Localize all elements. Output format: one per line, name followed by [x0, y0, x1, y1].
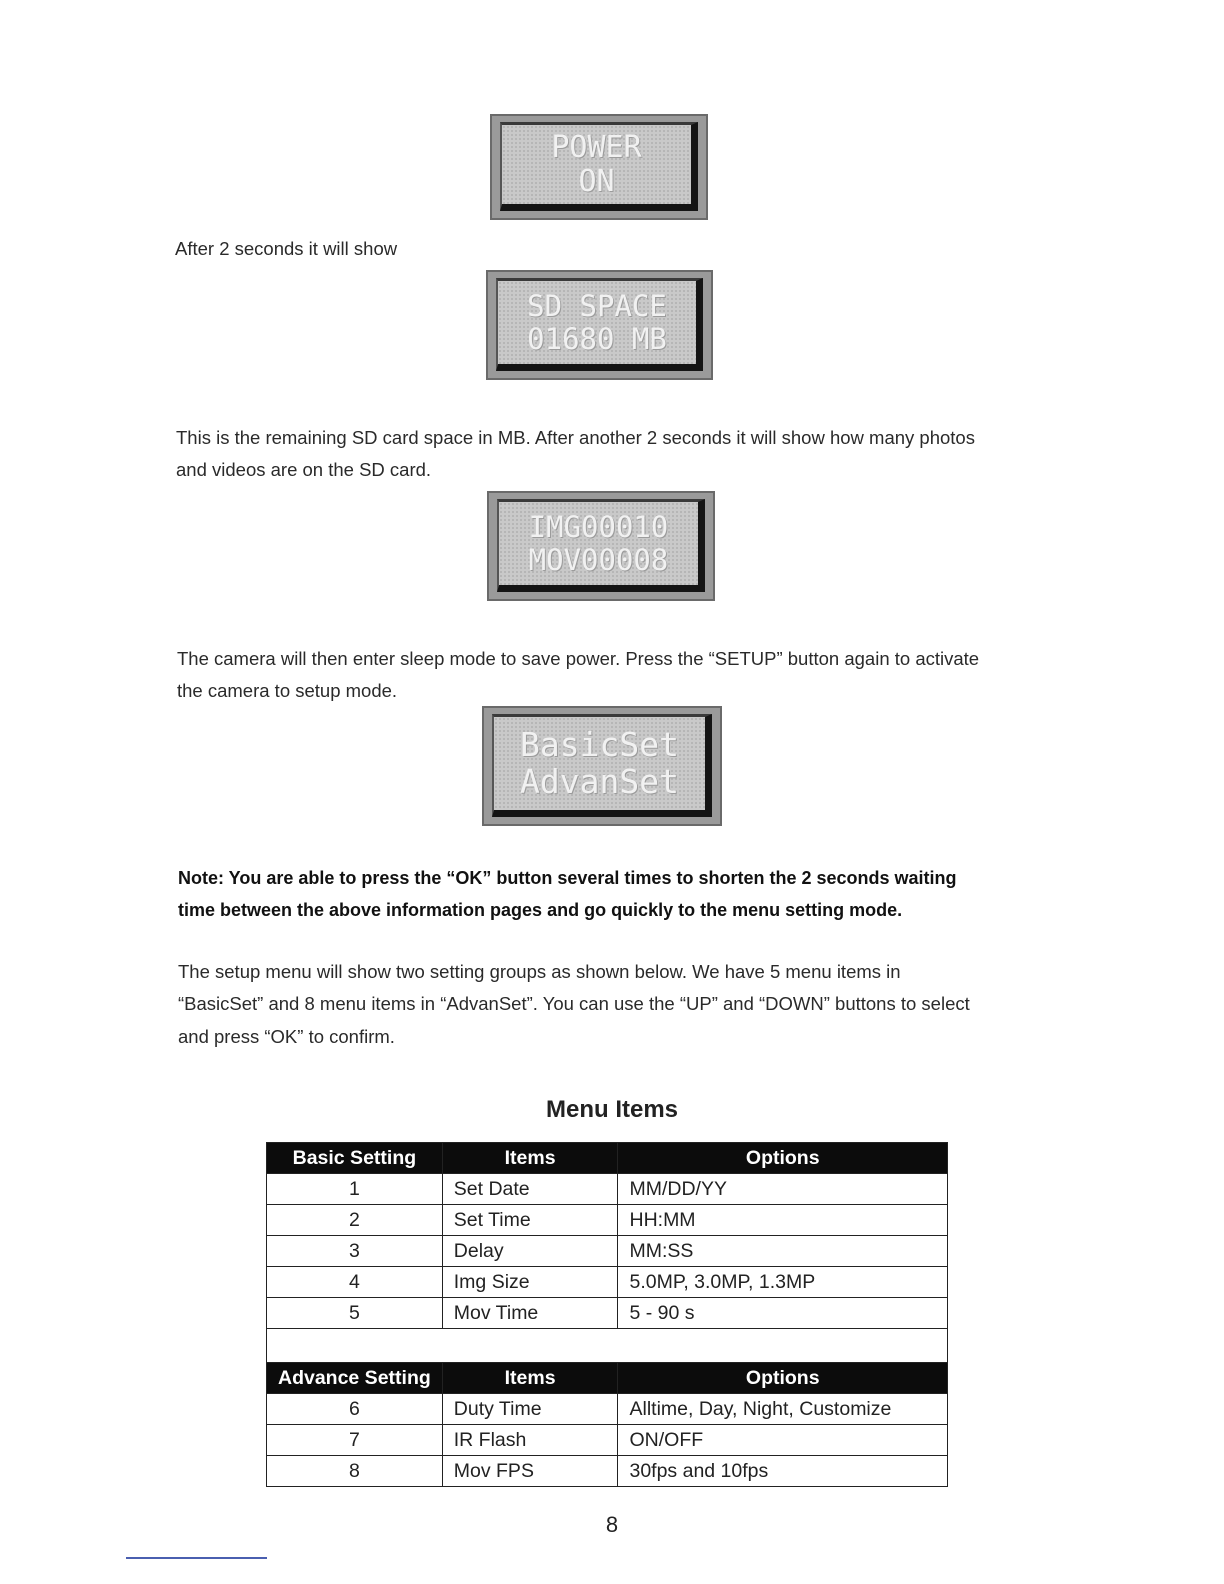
lcd-line: SD SPACE: [527, 289, 667, 324]
table-cell: 3: [267, 1236, 443, 1267]
lcd-display: [497, 499, 705, 592]
table-cell: Set Time: [442, 1205, 618, 1236]
table-cell: MM/DD/YY: [618, 1174, 948, 1205]
table-cell: 8: [267, 1456, 443, 1487]
table-cell: 1: [267, 1174, 443, 1205]
table-cell: 6: [267, 1394, 443, 1425]
lcd-line: ON: [578, 163, 615, 199]
sleep-mode-text-line1: The camera will then enter sleep mode to save power. Press the “SETUP” button again to activate: [177, 648, 980, 669]
table-cell: 7: [267, 1425, 443, 1456]
lcd-screen-setup-menu: [482, 706, 722, 826]
remaining-space-text-line2: and videos are on the SD card.: [176, 459, 432, 480]
lcd-display: [500, 122, 698, 211]
menu-items-title: Menu Items: [545, 1096, 679, 1123]
table-row: [267, 1425, 948, 1456]
setup-menu-text-line2: “BasicSet” and 8 menu items in “AdvanSet”. You can use the “UP” and “DOWN” buttons to select: [178, 993, 970, 1014]
table-cell: 30fps and 10fps: [618, 1456, 948, 1487]
column-header: Advance Setting: [267, 1363, 443, 1394]
table-row: [267, 1456, 948, 1487]
lcd-screen-file-count: [487, 491, 715, 601]
lcd-line: AdvanSet: [520, 761, 679, 801]
note-text-line2: time between the above information pages and go quickly to the menu setting mode.: [178, 900, 903, 920]
table-cell: 5 - 90 s: [618, 1298, 948, 1329]
table-spacer-row: [267, 1329, 948, 1363]
table-row: [267, 1174, 948, 1205]
lcd-line: BasicSet: [520, 724, 679, 764]
sleep-mode-text-line2: the camera to setup mode.: [177, 680, 398, 701]
table-cell: 4: [267, 1267, 443, 1298]
table-cell: IR Flash: [442, 1425, 618, 1456]
menu-items-table: [266, 1142, 948, 1487]
table-row: [267, 1205, 948, 1236]
column-header: Options: [618, 1143, 948, 1174]
lcd-display: [496, 278, 703, 371]
table-cell: ON/OFF: [618, 1425, 948, 1456]
column-header: Basic Setting: [267, 1143, 443, 1174]
note-text-line1: Note: You are able to press the “OK” button several times to shorten the 2 seconds waiting: [178, 868, 957, 888]
table-cell: Mov FPS: [442, 1456, 618, 1487]
table-cell: Set Date: [442, 1174, 618, 1205]
table-cell: 5: [267, 1298, 443, 1329]
table-cell: Duty Time: [442, 1394, 618, 1425]
lcd-screen-sd-space: [486, 270, 713, 380]
table-cell: 2: [267, 1205, 443, 1236]
table-cell: HH:MM: [618, 1205, 948, 1236]
page-number: 8: [605, 1512, 619, 1537]
table-cell: Delay: [442, 1236, 618, 1267]
table-row: [267, 1298, 948, 1329]
remaining-space-text-line1: This is the remaining SD card space in MB. After another 2 seconds it will show how many photos: [176, 427, 975, 448]
after-two-seconds-text: After 2 seconds it will show: [175, 238, 398, 259]
footnote-divider: [126, 1557, 267, 1559]
table-cell: Alltime, Day, Night, Customize: [618, 1394, 948, 1425]
table-cell: 5.0MP, 3.0MP, 1.3MP: [618, 1267, 948, 1298]
setup-menu-text-line1: The setup menu will show two setting groups as shown below. We have 5 menu items in: [178, 961, 901, 982]
lcd-line: MOV00008: [528, 542, 669, 577]
column-header: Items: [442, 1363, 618, 1394]
table-row: [267, 1236, 948, 1267]
lcd-screen-power-on: [490, 114, 708, 220]
table-cell: Mov Time: [442, 1298, 618, 1329]
lcd-line: POWER: [551, 129, 642, 165]
lcd-line: IMG00010: [528, 510, 669, 545]
table-header-row: [267, 1363, 948, 1394]
lcd-line: 01680 MB: [527, 321, 667, 356]
lcd-display: [492, 714, 712, 817]
table-row: [267, 1267, 948, 1298]
table-cell: Img Size: [442, 1267, 618, 1298]
column-header: Items: [442, 1143, 618, 1174]
table-cell: MM:SS: [618, 1236, 948, 1267]
setup-menu-text-line3: and press “OK” to confirm.: [178, 1026, 395, 1047]
table-header-row: [267, 1143, 948, 1174]
table-spacer-cell: [267, 1329, 948, 1363]
table-row: [267, 1394, 948, 1425]
column-header: Options: [618, 1363, 948, 1394]
